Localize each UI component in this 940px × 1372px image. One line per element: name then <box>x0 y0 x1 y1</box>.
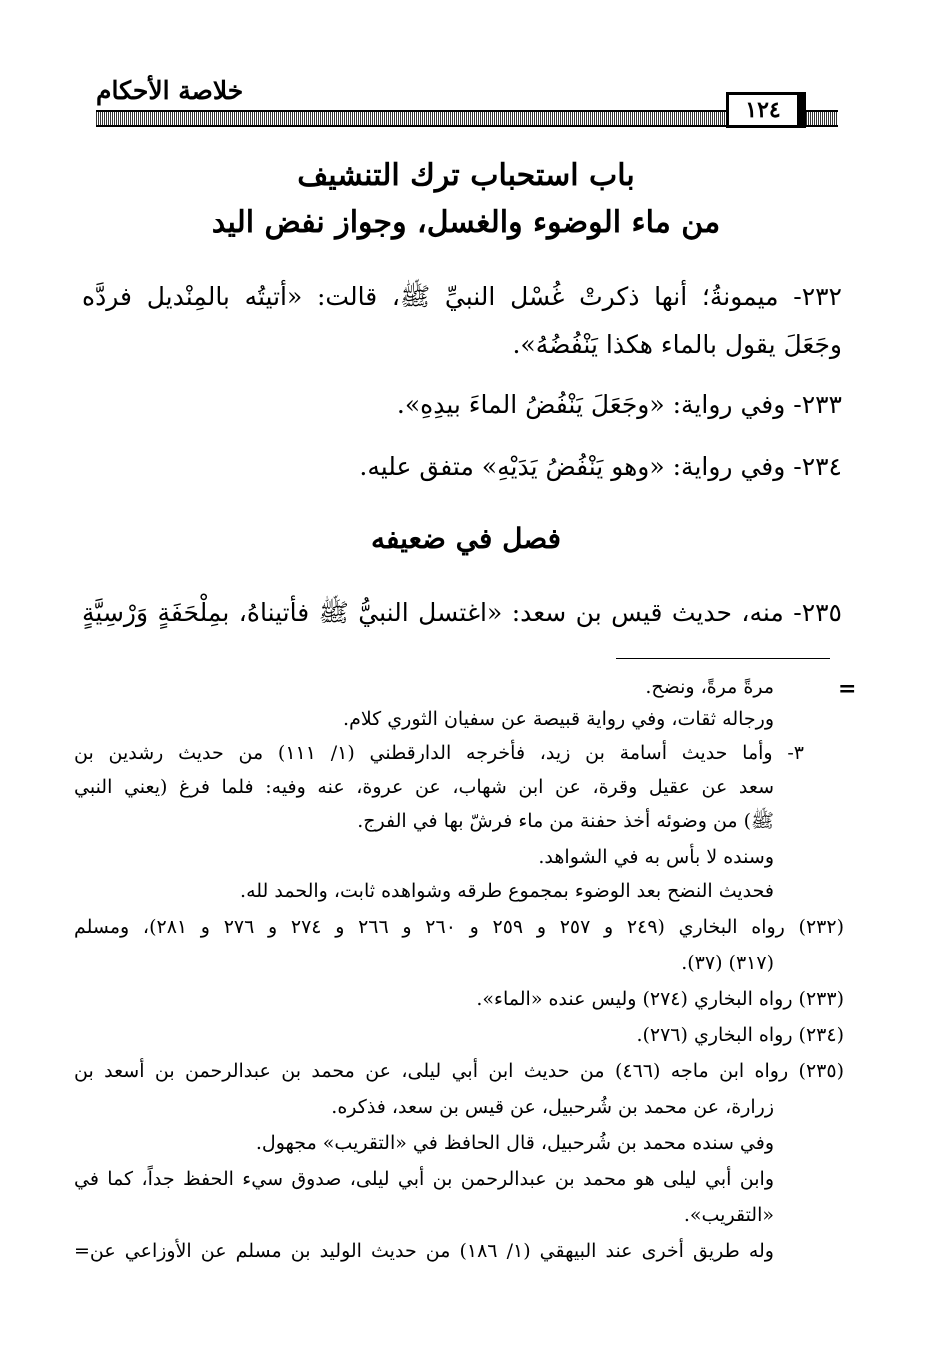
footnote-line: (٢٣٣) رواه البخاري (٢٧٤) وليس عنده «الماء». <box>476 988 844 1010</box>
chapter-title-line1: باب استحباب ترك التنشيف <box>297 158 635 193</box>
continuation-mark: = <box>838 676 857 702</box>
section-title: فصل في ضعيفه <box>371 522 561 555</box>
footnote-line: سعد عن عقيل وقرة، عن ابن شهاب، عن عروة، عنه وفيه: فلما فرغ (يعني النبي <box>74 776 774 798</box>
footnote-line: «التقريب». <box>683 1204 774 1226</box>
page-number: ١٢٤ <box>726 92 800 128</box>
hadith-233: ٢٣٣- وفي رواية: «وجَعَلَ يَنْفُضُ الماءَ بيدِهِ». <box>396 390 842 419</box>
running-title: خلاصة الأحكام <box>96 76 244 105</box>
hadith-234: ٢٣٤- وفي رواية: «وهو يَنْفُضُ يَدَيْهِ» متفق عليه. <box>359 452 842 481</box>
hadith-232-line1: ٢٣٢- ميمونةُ؛ أنها ذكرتْ غُسْل النبيِّ ﷺ، قالت: «أتيتُه بالمِنْديل فردَّه <box>82 282 842 311</box>
footnote-line: وله طريق أخرى عند البيهقي (١/ ١٨٦) من حديث الوليد بن مسلم عن الأوزاعي عن= <box>74 1240 774 1262</box>
footnote-line: (٢٣٤) رواه البخاري (٢٧٦). <box>636 1024 844 1046</box>
footnote-line: ﷺ) من وضوئه أخذ حفنة من ماء فرشّ بها في الفرج. <box>357 810 774 832</box>
footnote-line: ٣- وأما حديث أسامة بن زيد، فأخرجه الدارقطني (١/ ١١١) من حديث رشدين بن <box>74 742 804 764</box>
footnote-line: ورجاله ثقات، وفي رواية قبيصة عن سفيان الثوري كلام. <box>343 708 774 730</box>
hadith-232-line2: وجَعَلَ يقول بالماء هكذا يَنْفُضُهُ». <box>512 330 842 359</box>
footnote-line: مرةً مرةً، ونضح. <box>645 676 774 698</box>
footnote-line: (٢٣٢) رواه البخاري (٢٤٩ و ٢٥٧ و ٢٥٩ و ٢٦٠ و ٢٦٦ و ٢٧٤ و ٢٧٦ و ٢٨١)، ومسلم <box>74 916 844 938</box>
hadith-235: ٢٣٥- منه، حديث قيس بن سعد: «اغتسل النبيُّ ﷺ فأتيناهُ، بمِلْحَفَةٍ وَرْسِيَّةٍ <box>82 598 842 627</box>
footnote-line: فحديث النضح بعد الوضوء بمجموع طرقه وشواهده ثابت، والحمد لله. <box>240 880 774 902</box>
footnote-line: وسنده لا بأس به في الشواهد. <box>538 846 774 868</box>
footnote-line: (٣١٧) (٣٧). <box>681 952 774 974</box>
footnote-line: (٢٣٥) رواه ابن ماجه (٤٦٦) من حديث ابن أبي ليلى، عن محمد بن عبدالرحمن بن أسعد بن <box>74 1060 844 1082</box>
footnote-line: وابن أبي ليلى هو محمد بن عبدالرحمن بن أبي ليلى، صدوق سيء الحفظ جداً، كما في <box>74 1168 774 1190</box>
footnote-rule <box>616 658 830 659</box>
footnote-line: وفي سنده محمد بن شُرحبيل، قال الحافظ في «التقريب» مجهول. <box>255 1132 774 1154</box>
chapter-title-line2: من ماء الوضوء والغسل، وجواز نفض اليد <box>211 205 721 240</box>
footnote-line: زرارة، عن محمد بن شُرحبيل، عن قيس بن سعد، فذكره. <box>331 1096 774 1118</box>
